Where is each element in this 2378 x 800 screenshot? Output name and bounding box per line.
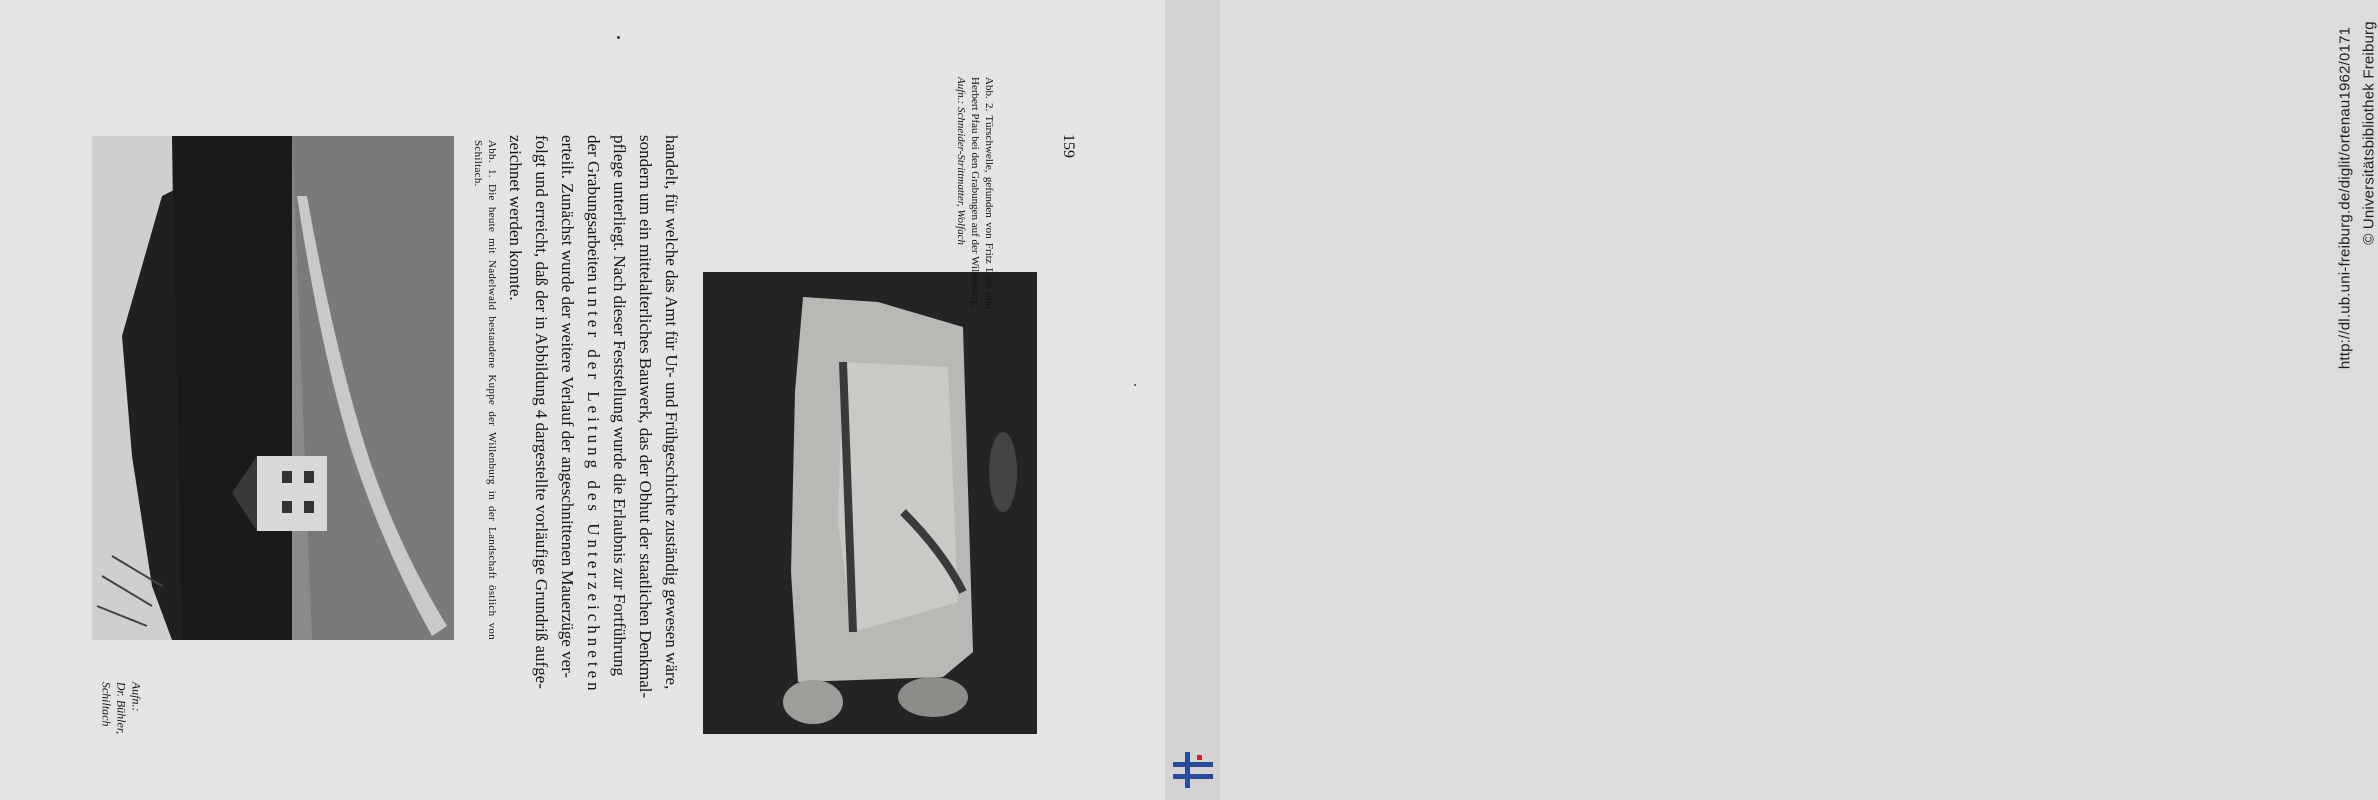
credit-line: Dr. Bühler, <box>114 681 129 735</box>
photo-stone-threshold <box>703 272 1037 734</box>
body-line <box>580 135 606 735</box>
body-line-part: der Grabungsarbeiten <box>584 135 603 287</box>
credit-line: Aufn.: <box>129 681 144 712</box>
ub-freiburg-logo-icon <box>1173 752 1213 788</box>
figure-caption-1: Abb. 1. Die heute mit Nadelwald bestandene Kuppe der Willenburg in der Landschaft östlich von Schiltach. <box>472 140 498 640</box>
scan-speck <box>1134 384 1136 386</box>
body-line-spaced: unter der Leitung des Unterzeichneten <box>584 286 603 695</box>
body-line: erteilt. Zunächst wurde der weitere Verlauf der angeschnittenen Mauerzüge ver- <box>558 135 577 679</box>
library-sidebar <box>1165 0 2378 800</box>
photo-willenburg-landscape <box>92 136 454 640</box>
copyright-notice: © Universitätsbibliothek Freiburg <box>2360 21 2378 245</box>
caption-2-text: Abb. 2. Türschwelle, gefunden von Fritz Laib und Herbert Pfau bei den Grabungen auf der Willenburg. <box>969 77 995 309</box>
scan-speck <box>617 36 620 39</box>
body-line: sondern um ein mittelalterliches Bauwerk, das der Obhut der staatlichen Denkmal- <box>636 135 655 699</box>
body-line: handelt, für welche das Amt für Ur- und Frühgeschichte zuständig gewesen wäre, <box>662 135 681 690</box>
threshold-photo-graphic <box>703 272 1037 734</box>
scanned-page <box>0 0 1165 800</box>
landscape-photo-graphic <box>92 136 454 640</box>
photo-credit-1 <box>99 682 144 734</box>
body-line: zeichnet werden konnte. <box>506 135 525 301</box>
source-url[interactable]: http://dl.ub.uni-freiburg.de/diglit/ortenau1962/0171 <box>2336 26 2354 370</box>
caption-2-credit: Aufn.: Schneider-Strittmatter, Wolfach <box>955 77 967 246</box>
body-line: pflege unterliegt. Nach dieser Feststellung wurde die Erlaubnis zur Fortführung <box>610 135 629 677</box>
body-line: folgt und erreicht, daß der in Abbildung 4 dargestellte vorläufige Grundriß aufge- <box>532 135 551 689</box>
figure-caption-2 <box>954 77 996 309</box>
page-number: 159 <box>1060 134 1077 158</box>
credit-line: Schiltach <box>99 681 114 727</box>
body-paragraph <box>502 135 684 735</box>
